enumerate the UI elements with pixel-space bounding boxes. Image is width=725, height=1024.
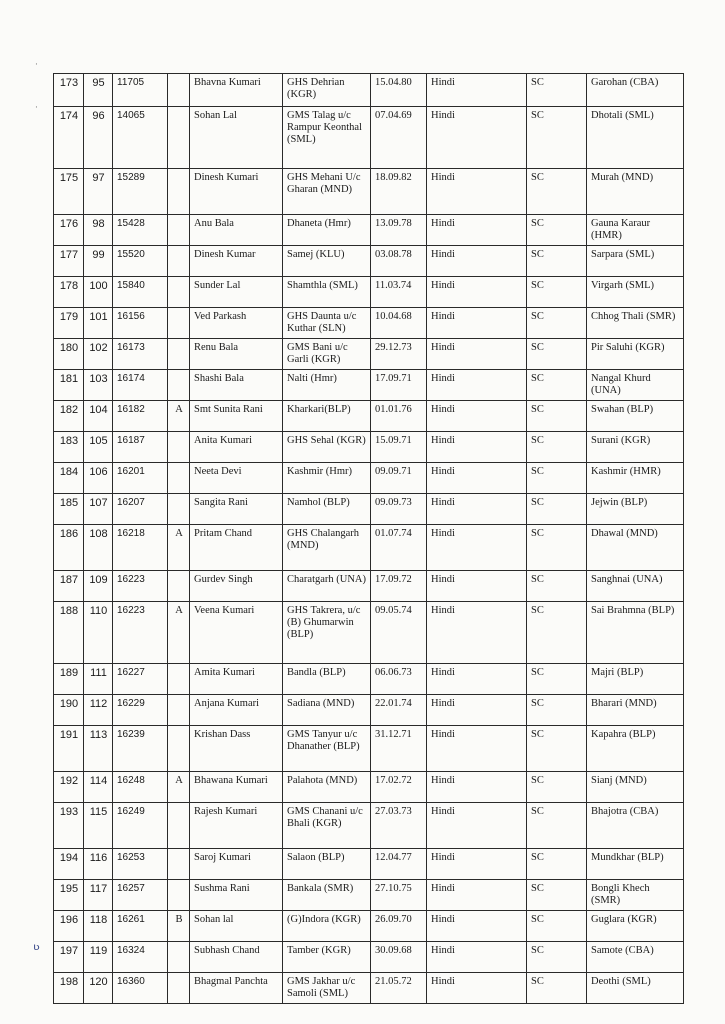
- caste-category-cell: SC: [527, 494, 587, 525]
- caste-category-cell: SC: [527, 169, 587, 215]
- caste-category-cell: SC: [527, 432, 587, 463]
- serial-number-cell: 190: [54, 695, 84, 726]
- subject-cell: Hindi: [427, 911, 527, 942]
- table-row: [54, 370, 684, 401]
- caste-category-cell: SC: [527, 370, 587, 401]
- employee-code-cell: 15840: [113, 277, 168, 308]
- home-village-cell: Samote (CBA): [587, 942, 684, 973]
- index-number-cell: 101: [84, 308, 113, 339]
- teacher-name-cell: Bhawana Kumari: [190, 772, 283, 803]
- index-number-cell: 119: [84, 942, 113, 973]
- category-mark-cell: [168, 880, 190, 911]
- category-mark-cell: [168, 169, 190, 215]
- subject-cell: Hindi: [427, 695, 527, 726]
- serial-number-cell: 193: [54, 803, 84, 849]
- school-name-cell: GMS Chanani u/c Bhali (KGR): [283, 803, 371, 849]
- category-mark-cell: [168, 664, 190, 695]
- subject-cell: Hindi: [427, 107, 527, 169]
- employee-code-cell: 16249: [113, 803, 168, 849]
- caste-category-cell: SC: [527, 880, 587, 911]
- serial-number-cell: 195: [54, 880, 84, 911]
- category-mark-cell: [168, 494, 190, 525]
- date-of-birth-cell: 30.09.68: [371, 942, 427, 973]
- home-village-cell: Majri (BLP): [587, 664, 684, 695]
- teacher-name-cell: Ved Parkash: [190, 308, 283, 339]
- teacher-name-cell: Dinesh Kumar: [190, 246, 283, 277]
- school-name-cell: Salaon (BLP): [283, 849, 371, 880]
- date-of-birth-cell: 01.07.74: [371, 525, 427, 571]
- subject-cell: Hindi: [427, 277, 527, 308]
- employee-code-cell: 16253: [113, 849, 168, 880]
- home-village-cell: Jejwin (BLP): [587, 494, 684, 525]
- serial-number-cell: 179: [54, 308, 84, 339]
- category-mark-cell: [168, 432, 190, 463]
- subject-cell: Hindi: [427, 602, 527, 664]
- home-village-cell: Chhog Thali (SMR): [587, 308, 684, 339]
- category-mark-cell: [168, 308, 190, 339]
- serial-number-cell: 173: [54, 74, 84, 107]
- table-row: [54, 849, 684, 880]
- caste-category-cell: SC: [527, 602, 587, 664]
- home-village-cell: Murah (MND): [587, 169, 684, 215]
- serial-number-cell: 176: [54, 215, 84, 246]
- table-row: [54, 664, 684, 695]
- home-village-cell: Pir Saluhi (KGR): [587, 339, 684, 370]
- caste-category-cell: SC: [527, 308, 587, 339]
- table-row: [54, 494, 684, 525]
- teacher-name-cell: Rajesh Kumari: [190, 803, 283, 849]
- date-of-birth-cell: 03.08.78: [371, 246, 427, 277]
- index-number-cell: 118: [84, 911, 113, 942]
- date-of-birth-cell: 17.02.72: [371, 772, 427, 803]
- school-name-cell: Namhol (BLP): [283, 494, 371, 525]
- index-number-cell: 107: [84, 494, 113, 525]
- school-name-cell: GHS Sehal (KGR): [283, 432, 371, 463]
- index-number-cell: 115: [84, 803, 113, 849]
- table-row: [54, 726, 684, 772]
- date-of-birth-cell: 12.04.77: [371, 849, 427, 880]
- category-mark-cell: [168, 107, 190, 169]
- school-name-cell: Shamthla (SML): [283, 277, 371, 308]
- date-of-birth-cell: 01.01.76: [371, 401, 427, 432]
- category-mark-cell: [168, 370, 190, 401]
- date-of-birth-cell: 17.09.71: [371, 370, 427, 401]
- table-row: [54, 695, 684, 726]
- caste-category-cell: SC: [527, 339, 587, 370]
- index-number-cell: 109: [84, 571, 113, 602]
- index-number-cell: 108: [84, 525, 113, 571]
- school-name-cell: Bankala (SMR): [283, 880, 371, 911]
- caste-category-cell: SC: [527, 277, 587, 308]
- employee-code-cell: 16248: [113, 772, 168, 803]
- category-mark-cell: B: [168, 911, 190, 942]
- date-of-birth-cell: 11.03.74: [371, 277, 427, 308]
- index-number-cell: 98: [84, 215, 113, 246]
- date-of-birth-cell: 21.05.72: [371, 973, 427, 1004]
- serial-number-cell: 192: [54, 772, 84, 803]
- teacher-name-cell: Bhagmal Panchta: [190, 973, 283, 1004]
- teacher-name-cell: Shashi Bala: [190, 370, 283, 401]
- school-name-cell: GMS Jakhar u/c Samoli (SML): [283, 973, 371, 1004]
- subject-cell: Hindi: [427, 525, 527, 571]
- date-of-birth-cell: 29.12.73: [371, 339, 427, 370]
- employee-code-cell: 16261: [113, 911, 168, 942]
- date-of-birth-cell: 15.04.80: [371, 74, 427, 107]
- date-of-birth-cell: 18.09.82: [371, 169, 427, 215]
- serial-number-cell: 178: [54, 277, 84, 308]
- teacher-name-cell: Anita Kumari: [190, 432, 283, 463]
- teacher-name-cell: Sunder Lal: [190, 277, 283, 308]
- index-number-cell: 106: [84, 463, 113, 494]
- serial-number-cell: 197: [54, 942, 84, 973]
- date-of-birth-cell: 15.09.71: [371, 432, 427, 463]
- teacher-name-cell: Sohan Lal: [190, 107, 283, 169]
- school-name-cell: GHS Takrera, u/c (B) Ghumarwin (BLP): [283, 602, 371, 664]
- table-row: [54, 432, 684, 463]
- employee-code-cell: 16324: [113, 942, 168, 973]
- employee-code-cell: 11705: [113, 74, 168, 107]
- table-row: [54, 169, 684, 215]
- category-mark-cell: [168, 277, 190, 308]
- serial-number-cell: 185: [54, 494, 84, 525]
- employee-code-cell: 15289: [113, 169, 168, 215]
- table-row: [54, 911, 684, 942]
- teacher-name-cell: Subhash Chand: [190, 942, 283, 973]
- school-name-cell: Tamber (KGR): [283, 942, 371, 973]
- category-mark-cell: [168, 215, 190, 246]
- teacher-name-cell: Saroj Kumari: [190, 849, 283, 880]
- subject-cell: Hindi: [427, 370, 527, 401]
- category-mark-cell: [168, 74, 190, 107]
- subject-cell: Hindi: [427, 803, 527, 849]
- subject-cell: Hindi: [427, 432, 527, 463]
- index-number-cell: 114: [84, 772, 113, 803]
- subject-cell: Hindi: [427, 664, 527, 695]
- caste-category-cell: SC: [527, 942, 587, 973]
- caste-category-cell: SC: [527, 107, 587, 169]
- employee-code-cell: 16360: [113, 973, 168, 1004]
- subject-cell: Hindi: [427, 463, 527, 494]
- date-of-birth-cell: 26.09.70: [371, 911, 427, 942]
- caste-category-cell: SC: [527, 664, 587, 695]
- caste-category-cell: SC: [527, 973, 587, 1004]
- school-name-cell: Sadiana (MND): [283, 695, 371, 726]
- home-village-cell: Swahan (BLP): [587, 401, 684, 432]
- table-row: [54, 525, 684, 571]
- school-name-cell: Dhaneta (Hmr): [283, 215, 371, 246]
- school-name-cell: Bandla (BLP): [283, 664, 371, 695]
- date-of-birth-cell: 07.04.69: [371, 107, 427, 169]
- serial-number-cell: 198: [54, 973, 84, 1004]
- home-village-cell: Bongli Khech (SMR): [587, 880, 684, 911]
- table-row: [54, 308, 684, 339]
- index-number-cell: 117: [84, 880, 113, 911]
- employee-code-cell: 15520: [113, 246, 168, 277]
- teacher-name-cell: Neeta Devi: [190, 463, 283, 494]
- index-number-cell: 97: [84, 169, 113, 215]
- serial-number-cell: 182: [54, 401, 84, 432]
- teacher-name-cell: Renu Bala: [190, 339, 283, 370]
- date-of-birth-cell: 27.10.75: [371, 880, 427, 911]
- employee-code-cell: 16218: [113, 525, 168, 571]
- serial-number-cell: 186: [54, 525, 84, 571]
- table-row: [54, 880, 684, 911]
- index-number-cell: 96: [84, 107, 113, 169]
- table-row: [54, 942, 684, 973]
- employee-code-cell: 14065: [113, 107, 168, 169]
- teacher-name-cell: Dinesh Kumari: [190, 169, 283, 215]
- caste-category-cell: SC: [527, 401, 587, 432]
- school-name-cell: GHS Chalangarh (MND): [283, 525, 371, 571]
- employee-code-cell: 16174: [113, 370, 168, 401]
- date-of-birth-cell: 09.09.73: [371, 494, 427, 525]
- employee-code-cell: 16173: [113, 339, 168, 370]
- teacher-name-cell: Gurdev Singh: [190, 571, 283, 602]
- category-mark-cell: [168, 973, 190, 1004]
- teacher-name-cell: Smt Sunita Rani: [190, 401, 283, 432]
- school-name-cell: GHS Daunta u/c Kuthar (SLN): [283, 308, 371, 339]
- serial-number-cell: 177: [54, 246, 84, 277]
- caste-category-cell: SC: [527, 803, 587, 849]
- table-row: [54, 246, 684, 277]
- subject-cell: Hindi: [427, 942, 527, 973]
- home-village-cell: Mundkhar (BLP): [587, 849, 684, 880]
- home-village-cell: Deothi (SML): [587, 973, 684, 1004]
- home-village-cell: Virgarh (SML): [587, 277, 684, 308]
- caste-category-cell: SC: [527, 849, 587, 880]
- employee-code-cell: 16223: [113, 571, 168, 602]
- table-row: [54, 74, 684, 107]
- school-name-cell: Kashmir (Hmr): [283, 463, 371, 494]
- category-mark-cell: [168, 339, 190, 370]
- index-number-cell: 120: [84, 973, 113, 1004]
- category-mark-cell: [168, 849, 190, 880]
- caste-category-cell: SC: [527, 525, 587, 571]
- subject-cell: Hindi: [427, 308, 527, 339]
- home-village-cell: Kapahra (BLP): [587, 726, 684, 772]
- home-village-cell: Dhotali (SML): [587, 107, 684, 169]
- serial-number-cell: 187: [54, 571, 84, 602]
- subject-cell: Hindi: [427, 74, 527, 107]
- subject-cell: Hindi: [427, 246, 527, 277]
- teacher-name-cell: Pritam Chand: [190, 525, 283, 571]
- school-name-cell: Samej (KLU): [283, 246, 371, 277]
- index-number-cell: 100: [84, 277, 113, 308]
- category-mark-cell: A: [168, 525, 190, 571]
- index-number-cell: 110: [84, 602, 113, 664]
- teacher-name-cell: Anjana Kumari: [190, 695, 283, 726]
- teacher-name-cell: Sohan lal: [190, 911, 283, 942]
- category-mark-cell: [168, 695, 190, 726]
- employee-code-cell: 16227: [113, 664, 168, 695]
- index-number-cell: 105: [84, 432, 113, 463]
- table-row: [54, 571, 684, 602]
- date-of-birth-cell: 31.12.71: [371, 726, 427, 772]
- category-mark-cell: [168, 726, 190, 772]
- serial-number-cell: 196: [54, 911, 84, 942]
- table-row: [54, 107, 684, 169]
- home-village-cell: Sianj (MND): [587, 772, 684, 803]
- date-of-birth-cell: 27.03.73: [371, 803, 427, 849]
- home-village-cell: Kashmir (HMR): [587, 463, 684, 494]
- employee-code-cell: 16187: [113, 432, 168, 463]
- caste-category-cell: SC: [527, 74, 587, 107]
- school-name-cell: GHS Mehani U/c Gharan (MND): [283, 169, 371, 215]
- table-row: [54, 401, 684, 432]
- subject-cell: Hindi: [427, 494, 527, 525]
- table-row: [54, 463, 684, 494]
- school-name-cell: Nalti (Hmr): [283, 370, 371, 401]
- caste-category-cell: SC: [527, 463, 587, 494]
- table-row: [54, 215, 684, 246]
- employee-code-cell: 16223: [113, 602, 168, 664]
- caste-category-cell: SC: [527, 215, 587, 246]
- caste-category-cell: SC: [527, 695, 587, 726]
- category-mark-cell: A: [168, 602, 190, 664]
- serial-number-cell: 181: [54, 370, 84, 401]
- index-number-cell: 104: [84, 401, 113, 432]
- school-name-cell: Palahota (MND): [283, 772, 371, 803]
- employee-code-cell: 16239: [113, 726, 168, 772]
- caste-category-cell: SC: [527, 571, 587, 602]
- teacher-name-cell: Veena Kumari: [190, 602, 283, 664]
- serial-number-cell: 183: [54, 432, 84, 463]
- category-mark-cell: A: [168, 401, 190, 432]
- subject-cell: Hindi: [427, 973, 527, 1004]
- date-of-birth-cell: 06.06.73: [371, 664, 427, 695]
- index-number-cell: 99: [84, 246, 113, 277]
- teacher-name-cell: Krishan Dass: [190, 726, 283, 772]
- home-village-cell: Bhajotra (CBA): [587, 803, 684, 849]
- employee-code-cell: 16257: [113, 880, 168, 911]
- roster-body: [54, 74, 684, 1004]
- school-name-cell: Charatgarh (UNA): [283, 571, 371, 602]
- date-of-birth-cell: 17.09.72: [371, 571, 427, 602]
- home-village-cell: Surani (KGR): [587, 432, 684, 463]
- caste-category-cell: SC: [527, 726, 587, 772]
- table-row: [54, 973, 684, 1004]
- subject-cell: Hindi: [427, 571, 527, 602]
- school-name-cell: GMS Tanyur u/c Dhanather (BLP): [283, 726, 371, 772]
- category-mark-cell: [168, 803, 190, 849]
- category-mark-cell: A: [168, 772, 190, 803]
- employee-code-cell: 15428: [113, 215, 168, 246]
- home-village-cell: Dhawal (MND): [587, 525, 684, 571]
- index-number-cell: 95: [84, 74, 113, 107]
- index-number-cell: 102: [84, 339, 113, 370]
- serial-number-cell: 189: [54, 664, 84, 695]
- date-of-birth-cell: 10.04.68: [371, 308, 427, 339]
- index-number-cell: 103: [84, 370, 113, 401]
- index-number-cell: 116: [84, 849, 113, 880]
- serial-number-cell: 191: [54, 726, 84, 772]
- school-name-cell: (G)Indora (KGR): [283, 911, 371, 942]
- serial-number-cell: 180: [54, 339, 84, 370]
- teacher-name-cell: Sangita Rani: [190, 494, 283, 525]
- employee-code-cell: 16156: [113, 308, 168, 339]
- index-number-cell: 111: [84, 664, 113, 695]
- roster-table: [53, 73, 684, 1004]
- subject-cell: Hindi: [427, 215, 527, 246]
- school-name-cell: GMS Talag u/c Rampur Keonthal (SML): [283, 107, 371, 169]
- table-row: [54, 772, 684, 803]
- employee-code-cell: 16207: [113, 494, 168, 525]
- table-row: [54, 602, 684, 664]
- employee-code-cell: 16182: [113, 401, 168, 432]
- date-of-birth-cell: 09.09.71: [371, 463, 427, 494]
- employee-code-cell: 16201: [113, 463, 168, 494]
- subject-cell: Hindi: [427, 772, 527, 803]
- school-name-cell: Kharkari(BLP): [283, 401, 371, 432]
- date-of-birth-cell: 13.09.78: [371, 215, 427, 246]
- home-village-cell: Sai Brahmna (BLP): [587, 602, 684, 664]
- home-village-cell: Sanghnai (UNA): [587, 571, 684, 602]
- subject-cell: Hindi: [427, 880, 527, 911]
- subject-cell: Hindi: [427, 401, 527, 432]
- table-row: [54, 803, 684, 849]
- caste-category-cell: SC: [527, 772, 587, 803]
- serial-number-cell: 188: [54, 602, 84, 664]
- serial-number-cell: 175: [54, 169, 84, 215]
- category-mark-cell: [168, 463, 190, 494]
- home-village-cell: Sarpara (SML): [587, 246, 684, 277]
- table-row: [54, 277, 684, 308]
- home-village-cell: Nangal Khurd (UNA): [587, 370, 684, 401]
- home-village-cell: Gauna Karaur (HMR): [587, 215, 684, 246]
- school-name-cell: GMS Bani u/c Garli (KGR): [283, 339, 371, 370]
- serial-number-cell: 174: [54, 107, 84, 169]
- scan-mark: ·: [35, 103, 38, 113]
- date-of-birth-cell: 09.05.74: [371, 602, 427, 664]
- home-village-cell: Guglara (KGR): [587, 911, 684, 942]
- subject-cell: Hindi: [427, 849, 527, 880]
- teacher-name-cell: Sushma Rani: [190, 880, 283, 911]
- date-of-birth-cell: 22.01.74: [371, 695, 427, 726]
- category-mark-cell: [168, 571, 190, 602]
- index-number-cell: 113: [84, 726, 113, 772]
- teacher-name-cell: Bhavna Kumari: [190, 74, 283, 107]
- serial-number-cell: 184: [54, 463, 84, 494]
- serial-number-cell: 194: [54, 849, 84, 880]
- category-mark-cell: [168, 246, 190, 277]
- scan-mark: ·: [35, 60, 38, 70]
- teacher-name-cell: Amita Kumari: [190, 664, 283, 695]
- caste-category-cell: SC: [527, 246, 587, 277]
- category-mark-cell: [168, 942, 190, 973]
- caste-category-cell: SC: [527, 911, 587, 942]
- subject-cell: Hindi: [427, 339, 527, 370]
- home-village-cell: Bharari (MND): [587, 695, 684, 726]
- school-name-cell: GHS Dehrian (KGR): [283, 74, 371, 107]
- pen-mark: ᶹ: [33, 940, 41, 961]
- subject-cell: Hindi: [427, 169, 527, 215]
- subject-cell: Hindi: [427, 726, 527, 772]
- teacher-name-cell: Anu Bala: [190, 215, 283, 246]
- table-row: [54, 339, 684, 370]
- index-number-cell: 112: [84, 695, 113, 726]
- employee-code-cell: 16229: [113, 695, 168, 726]
- home-village-cell: Garohan (CBA): [587, 74, 684, 107]
